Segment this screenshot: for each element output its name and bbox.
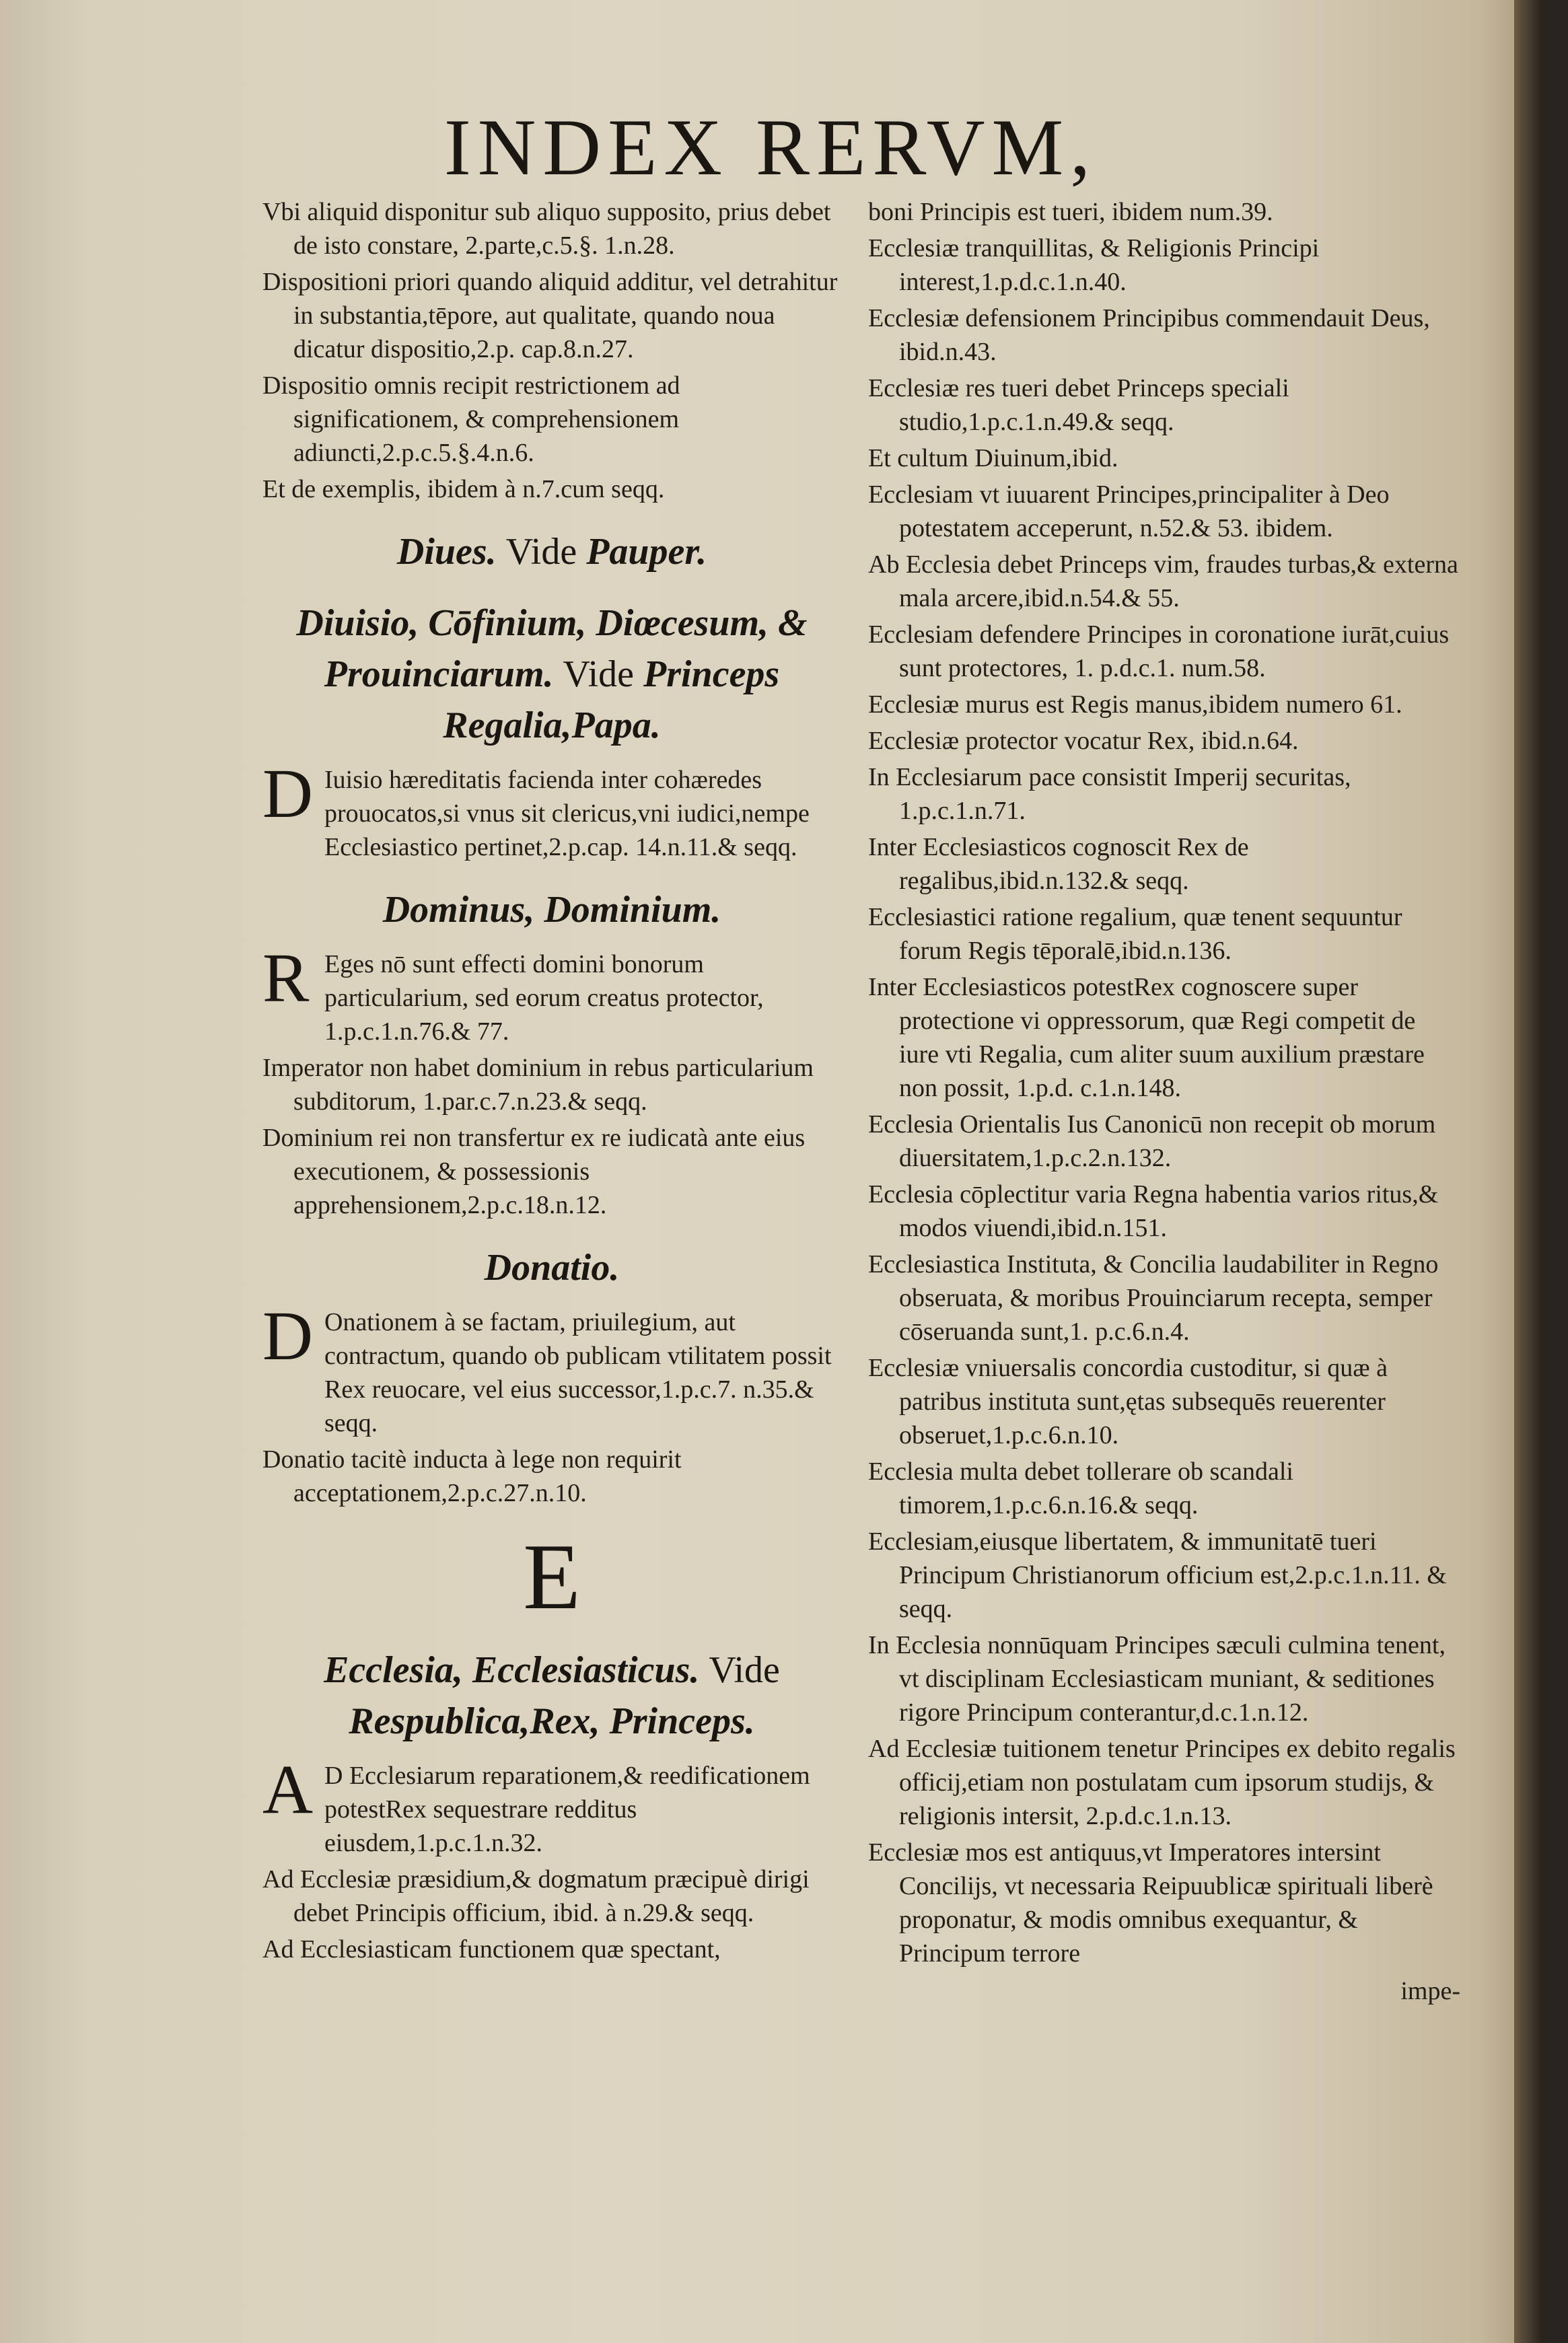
index-entry: Inter Ecclesiasticos potestRex cognoscere super protectione vi oppressorum, quæ Regi competit de iure vti Regalia, cum aliter suum auxilium præstare non possit, 1.p.d. c.1.n.148. <box>868 973 1425 1102</box>
index-entry: Ad Ecclesiæ præsidium,& dogmatum præcipuè dirigi debet Principis officium, ibid. à n.29.& seqq. <box>262 1865 810 1927</box>
entry-text: Onationem à se factam, priuilegium, aut contractum, quando ob publicam vtilitatem possit Rex reuocare, vel eius successor,1.p.c.7. n.35.& seqq. <box>324 1308 832 1437</box>
heading-diuisio <box>262 598 841 751</box>
index-entry: Ecclesiæ protector vocatur Rex, ibid.n.64. <box>868 727 1299 755</box>
left-column <box>262 195 841 1969</box>
entry-text: D Ecclesiarum reparationem,& reedificationem potestRex sequestrare redditus eiusdem,1.p.c.1.n.32. <box>324 1762 810 1857</box>
index-entry <box>262 1751 841 1860</box>
heading-ecclesia <box>262 1645 841 1747</box>
vide-label: Vide <box>505 531 577 573</box>
index-entry: Ecclesiæ murus est Regis manus,ibidem numero 61. <box>868 690 1402 719</box>
index-entry: Ad Ecclesiæ tuitionem tenetur Principes ex debito regalis officij,etiam non postulatam cum ipsorum studijs, & religionis intersit, 2.p.d.c.1.n.13. <box>868 1735 1456 1830</box>
index-entry: Ecclesiæ res tueri debet Princeps speciali studio,1.p.c.1.n.49.& seqq. <box>868 374 1289 436</box>
index-entry: Et cultum Diuinum,ibid. <box>868 444 1118 472</box>
vide-label: Vide <box>709 1649 780 1691</box>
index-entry: Inter Ecclesiasticos cognoscit Rex de regalibus,ibid.n.132.& seqq. <box>868 833 1249 895</box>
index-entry: Donatio tacitè inducta à lege non requirit acceptationem,2.p.c.27.n.10. <box>262 1445 682 1507</box>
index-entry: In Ecclesia nonnūquam Principes sæculi culmina tenent, vt disciplinam Ecclesiasticam muniant, & seditiones rigore Principum conterantur,d.c.1.n.12. <box>868 1631 1446 1727</box>
cross-reference: Princeps Regalia,Papa. <box>443 653 780 746</box>
heading-donatio: Donatio. <box>484 1247 620 1289</box>
drop-cap: A <box>262 1751 314 1828</box>
index-entry: Vbi aliquid disponitur sub aliquo supposito, prius debet de isto constare, 2.parte,c.5.§. 1.n.28. <box>262 198 831 260</box>
entry-text: Iuisio hæreditatis facienda inter cohæredes prouocatos,si vnus sit clericus,vni iudici,nempe Ecclesiastico pertinet,2.p.cap. 14.n.11.& seqq. <box>324 766 810 861</box>
index-entry: Ecclesia Orientalis Ius Canonicū non recepit ob morum diuersitatem,1.p.c.2.n.132. <box>868 1110 1436 1172</box>
index-entry: Ecclesiastici ratione regalium, quæ tenent sequuntur forum Regis tēporalē,ibid.n.136. <box>868 903 1402 965</box>
index-entry: In Ecclesiarum pace consistit Imperij securitas, 1.p.c.1.n.71. <box>868 763 1351 825</box>
drop-cap: D <box>262 755 314 832</box>
index-entry: Ecclesiastica Instituta, & Concilia laudabiliter in Regno obseruata, & moribus Prouinciarum recepta, semper cōseruanda sunt,1. p.c.6.n.4. <box>868 1250 1439 1346</box>
index-entry <box>262 939 841 1048</box>
index-entry: Dispositioni priori quando aliquid additur, vel detrahitur in substantia,tēpore, aut qualitate, quando noua dicatur dispositio,2.p. cap.8.n.27. <box>262 268 838 363</box>
index-entry: Ecclesiæ mos est antiquus,vt Imperatores intersint Concilijs, vt necessaria Reipuublicæ spirituali liberè proponatur, & modis omnibus exequantur, & Principum terrore <box>868 1838 1433 1968</box>
right-column <box>868 195 1460 2008</box>
drop-cap: D <box>262 1297 314 1375</box>
index-entry: Ecclesia cōplectitur varia Regna habentia varios ritus,& modos viuendi,ibid.n.151. <box>868 1180 1439 1242</box>
index-entry: Et de exemplis, ibidem à n.7.cum seqq. <box>262 475 665 503</box>
index-entry: Ecclesiam,eiusque libertatem, & immunitatē tueri Principum Christianorum officium est,2.p.c.1.n.11. & seqq. <box>868 1527 1447 1623</box>
heading-dominus: Dominus, Dominium. <box>382 889 721 931</box>
index-entry: Ecclesia multa debet tollerare ob scandali timorem,1.p.c.6.n.16.& seqq. <box>868 1457 1293 1519</box>
cross-reference: Pauper. <box>586 531 707 573</box>
index-entry: Ecclesiæ tranquillitas, & Religionis Principi interest,1.p.d.c.1.n.40. <box>868 234 1320 296</box>
heading-dives <box>262 526 841 577</box>
index-entry: Dominium rei non transfertur ex re iudicatà ante eius executionem, & possessionis apprehensionem,2.p.c.18.n.12. <box>262 1124 806 1219</box>
index-entry: Ecclesiæ vniuersalis concordia custoditur, si quæ à patribus instituta sunt,ętas subsequēs reuerenter obseruet,1.p.c.6.n.10. <box>868 1354 1388 1449</box>
catchword: impe- <box>1400 1977 1460 2005</box>
drop-cap: R <box>262 939 310 1017</box>
heading-title: Diuisio, Cōfinium, Diœcesum, & Prouinciarum. <box>296 602 808 695</box>
index-entry: Ecclesiam defendere Principes in coronatione iurāt,cuius sunt protectores, 1. p.d.c.1. num.58. <box>868 620 1450 682</box>
index-entry <box>262 1297 841 1440</box>
cross-reference: Respublica,Rex, Princeps. <box>349 1700 755 1742</box>
heading-title: Ecclesia, Ecclesiasticus. <box>324 1649 700 1691</box>
index-entry <box>262 755 841 864</box>
vide-label: Vide <box>563 653 635 695</box>
index-entry: boni Principis est tueri, ibidem num.39. <box>868 198 1273 226</box>
index-entry: Ab Ecclesia debet Princeps vim, fraudes turbas,& externa mala arcere,ibid.n.54.& 55. <box>868 550 1458 612</box>
heading-title: Diues. <box>396 531 497 573</box>
section-letter: E <box>523 1525 581 1629</box>
page-title: INDEX RERVM, <box>443 102 1098 192</box>
index-entry: Imperator non habet dominium in rebus particularium subditorum, 1.par.c.7.n.23.& seqq. <box>262 1054 814 1116</box>
index-entry: Ecclesiam vt iuuarent Principes,principaliter à Deo potestatem acceperunt, n.52.& 53. ibidem. <box>868 480 1390 542</box>
index-entry: Ecclesiæ defensionem Principibus commendauit Deus, ibid.n.43. <box>868 304 1430 366</box>
index-entry: Ad Ecclesiasticam functionem quæ spectant, <box>262 1935 721 1963</box>
index-entry: Dispositio omnis recipit restrictionem ad significationem, & comprehensionem adiuncti,2.p.c.5.§.4.n.6. <box>262 371 680 467</box>
page-edge <box>1514 0 1541 2343</box>
entry-text: Eges nō sunt effecti domini bonorum particularium, sed eorum creatus protector, 1.p.c.1.n.76.& 77. <box>324 950 764 1046</box>
